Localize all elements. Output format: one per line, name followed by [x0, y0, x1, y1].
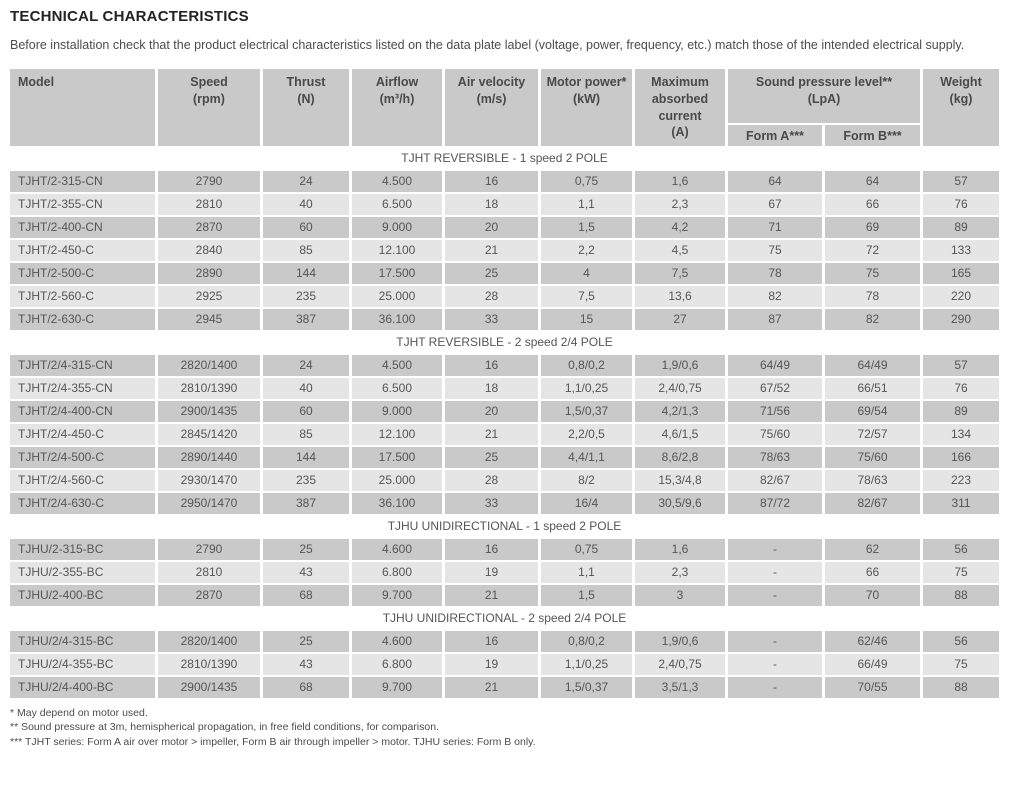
value-cell: 64/49	[825, 355, 920, 376]
value-cell: 2,2	[541, 240, 632, 261]
value-cell: 78/63	[825, 470, 920, 491]
value-cell: -	[728, 539, 822, 560]
footnotes	[10, 706, 1002, 750]
page-title: TECHNICAL CHARACTERISTICS	[10, 8, 249, 25]
column-header-model: Model	[10, 69, 155, 146]
model-cell: TJHT/2/4-355-CN	[10, 378, 155, 399]
value-cell: 88	[923, 585, 999, 606]
value-cell: 25	[445, 263, 538, 284]
value-cell: 4,2/1,3	[635, 401, 725, 422]
value-cell: 25	[445, 447, 538, 468]
value-cell: 235	[263, 470, 349, 491]
column-header-airflow: Airflow (m³/h)	[352, 69, 442, 146]
value-cell: 87/72	[728, 493, 822, 514]
table-row	[10, 493, 999, 514]
value-cell: 2810/1390	[158, 378, 260, 399]
column-header-air-velocity: Air velocity (m/s)	[445, 69, 538, 146]
value-cell: 311	[923, 493, 999, 514]
value-cell: 60	[263, 217, 349, 238]
value-cell: 16	[445, 539, 538, 560]
model-cell: TJHT/2-355-CN	[10, 194, 155, 215]
value-cell: 82/67	[728, 470, 822, 491]
section-title: TJHT REVERSIBLE - 2 speed 2/4 POLE	[10, 332, 999, 353]
value-cell: 4.600	[352, 631, 442, 652]
value-cell: 0,75	[541, 171, 632, 192]
table-row	[10, 562, 999, 583]
value-cell: 71/56	[728, 401, 822, 422]
value-cell: 2810/1390	[158, 654, 260, 675]
table-row	[10, 240, 999, 261]
value-cell: 60	[263, 401, 349, 422]
model-cell: TJHT/2/4-315-CN	[10, 355, 155, 376]
value-cell: 66	[825, 562, 920, 583]
value-cell: 2900/1435	[158, 677, 260, 698]
value-cell: 76	[923, 194, 999, 215]
value-cell: 4,4/1,1	[541, 447, 632, 468]
value-cell: 4	[541, 263, 632, 284]
value-cell: 2840	[158, 240, 260, 261]
value-cell: 1,9/0,6	[635, 631, 725, 652]
value-cell: 75/60	[728, 424, 822, 445]
value-cell: 87	[728, 309, 822, 330]
value-cell: 43	[263, 654, 349, 675]
table-row	[10, 470, 999, 491]
section-title-row	[10, 332, 999, 353]
value-cell: 2810	[158, 194, 260, 215]
value-cell: 17.500	[352, 263, 442, 284]
value-cell: 16	[445, 631, 538, 652]
value-cell: 71	[728, 217, 822, 238]
value-cell: 64	[825, 171, 920, 192]
value-cell: 25	[263, 539, 349, 560]
value-cell: 36.100	[352, 309, 442, 330]
section-title-row	[10, 516, 999, 537]
value-cell: 72/57	[825, 424, 920, 445]
value-cell: 18	[445, 194, 538, 215]
technical-characteristics-table	[7, 67, 1002, 700]
table-row	[10, 194, 999, 215]
value-cell: 166	[923, 447, 999, 468]
value-cell: 0,75	[541, 539, 632, 560]
value-cell: 1,5	[541, 585, 632, 606]
footnote-motor: * May depend on motor used.	[10, 706, 148, 719]
value-cell: 78	[825, 286, 920, 307]
value-cell: 2890/1440	[158, 447, 260, 468]
model-cell: TJHT/2-630-C	[10, 309, 155, 330]
value-cell: 64	[728, 171, 822, 192]
value-cell: 1,6	[635, 539, 725, 560]
model-cell: TJHT/2-500-C	[10, 263, 155, 284]
value-cell: 89	[923, 217, 999, 238]
value-cell: 33	[445, 309, 538, 330]
value-cell: 4,5	[635, 240, 725, 261]
value-cell: -	[728, 677, 822, 698]
value-cell: 21	[445, 424, 538, 445]
value-cell: 223	[923, 470, 999, 491]
table-row	[10, 263, 999, 284]
column-header-motor-power: Motor power* (kW)	[541, 69, 632, 146]
footnote-form: *** TJHT series: Form A air over motor > impeller, Form B air through impeller > motor. TJHU series: Form B only.	[10, 736, 536, 749]
value-cell: 72	[825, 240, 920, 261]
value-cell: 57	[923, 171, 999, 192]
value-cell: 82	[728, 286, 822, 307]
value-cell: 2820/1400	[158, 631, 260, 652]
value-cell: 2,4/0,75	[635, 378, 725, 399]
value-cell: 387	[263, 309, 349, 330]
value-cell: 18	[445, 378, 538, 399]
value-cell: 12.100	[352, 240, 442, 261]
value-cell: 1,5/0,37	[541, 401, 632, 422]
section-title-row	[10, 148, 999, 169]
value-cell: 2925	[158, 286, 260, 307]
section-title-row	[10, 608, 999, 629]
value-cell: 15,3/4,8	[635, 470, 725, 491]
value-cell: 57	[923, 355, 999, 376]
value-cell: 4.600	[352, 539, 442, 560]
table-row	[10, 654, 999, 675]
value-cell: 1,1/0,25	[541, 654, 632, 675]
value-cell: 7,5	[541, 286, 632, 307]
column-header-weight: Weight (kg)	[923, 69, 999, 146]
value-cell: 24	[263, 171, 349, 192]
value-cell: 70/55	[825, 677, 920, 698]
value-cell: 3,5/1,3	[635, 677, 725, 698]
value-cell: 1,9/0,6	[635, 355, 725, 376]
table-row	[10, 355, 999, 376]
value-cell: 4.500	[352, 171, 442, 192]
value-cell: 8,6/2,8	[635, 447, 725, 468]
section-title: TJHU UNIDIRECTIONAL - 2 speed 2/4 POLE	[10, 608, 999, 629]
value-cell: 4.500	[352, 355, 442, 376]
column-header-max-current: Maximum absorbed current (A)	[635, 69, 725, 146]
value-cell: 9.700	[352, 677, 442, 698]
value-cell: 68	[263, 677, 349, 698]
section-title: TJHT REVERSIBLE - 1 speed 2 POLE	[10, 148, 999, 169]
value-cell: 1,1	[541, 194, 632, 215]
value-cell: 0,8/0,2	[541, 355, 632, 376]
value-cell: 56	[923, 539, 999, 560]
intro-text: Before installation check that the product electrical characteristics listed on the data plate label (voltage, power, frequency, etc.) match those of the intended electrical supply.	[10, 38, 965, 52]
column-header-thrust: Thrust (N)	[263, 69, 349, 146]
value-cell: 36.100	[352, 493, 442, 514]
value-cell: 82/67	[825, 493, 920, 514]
footnote-sound-pressure: ** Sound pressure at 3m, hemispherical propagation, in free field conditions, for comparison.	[10, 721, 439, 734]
value-cell: 2,2/0,5	[541, 424, 632, 445]
model-cell: TJHT/2-560-C	[10, 286, 155, 307]
value-cell: 85	[263, 424, 349, 445]
table-row	[10, 286, 999, 307]
value-cell: 20	[445, 217, 538, 238]
value-cell: 144	[263, 263, 349, 284]
column-header-form-b: Form B***	[825, 125, 920, 146]
value-cell: 21	[445, 585, 538, 606]
value-cell: 64/49	[728, 355, 822, 376]
value-cell: 144	[263, 447, 349, 468]
table-header	[10, 69, 999, 146]
column-header-speed: Speed (rpm)	[158, 69, 260, 146]
model-cell: TJHT/2/4-630-C	[10, 493, 155, 514]
value-cell: 76	[923, 378, 999, 399]
value-cell: 88	[923, 677, 999, 698]
value-cell: 69	[825, 217, 920, 238]
table-row	[10, 631, 999, 652]
value-cell: 6.500	[352, 194, 442, 215]
value-cell: 220	[923, 286, 999, 307]
value-cell: 2790	[158, 171, 260, 192]
model-cell: TJHT/2-400-CN	[10, 217, 155, 238]
value-cell: 66	[825, 194, 920, 215]
value-cell: 62/46	[825, 631, 920, 652]
value-cell: 2930/1470	[158, 470, 260, 491]
value-cell: 6.800	[352, 654, 442, 675]
value-cell: 4,2	[635, 217, 725, 238]
value-cell: 1,1	[541, 562, 632, 583]
value-cell: 7,5	[635, 263, 725, 284]
value-cell: 15	[541, 309, 632, 330]
model-cell: TJHU/2/4-355-BC	[10, 654, 155, 675]
table-row	[10, 171, 999, 192]
value-cell: 66/51	[825, 378, 920, 399]
model-cell: TJHT/2-450-C	[10, 240, 155, 261]
value-cell: 2790	[158, 539, 260, 560]
model-cell: TJHT/2-315-CN	[10, 171, 155, 192]
model-cell: TJHT/2/4-400-CN	[10, 401, 155, 422]
value-cell: 43	[263, 562, 349, 583]
value-cell: 33	[445, 493, 538, 514]
value-cell: 387	[263, 493, 349, 514]
value-cell: 13,6	[635, 286, 725, 307]
value-cell: 27	[635, 309, 725, 330]
value-cell: 17.500	[352, 447, 442, 468]
value-cell: 2870	[158, 585, 260, 606]
value-cell: 2870	[158, 217, 260, 238]
value-cell: 16/4	[541, 493, 632, 514]
column-header-sound-pressure: Sound pressure level** (LpA)	[728, 69, 920, 123]
value-cell: 85	[263, 240, 349, 261]
value-cell: 2890	[158, 263, 260, 284]
value-cell: 2810	[158, 562, 260, 583]
value-cell: 12.100	[352, 424, 442, 445]
value-cell: 66/49	[825, 654, 920, 675]
value-cell: 56	[923, 631, 999, 652]
value-cell: 6.500	[352, 378, 442, 399]
table-row	[10, 447, 999, 468]
table-row	[10, 378, 999, 399]
value-cell: 2900/1435	[158, 401, 260, 422]
value-cell: 67	[728, 194, 822, 215]
value-cell: 75	[825, 263, 920, 284]
value-cell: 9.000	[352, 217, 442, 238]
table-row	[10, 539, 999, 560]
value-cell: 1,1/0,25	[541, 378, 632, 399]
value-cell: 9.000	[352, 401, 442, 422]
model-cell: TJHT/2/4-450-C	[10, 424, 155, 445]
column-header-form-a: Form A***	[728, 125, 822, 146]
value-cell: 2,3	[635, 562, 725, 583]
table-row	[10, 585, 999, 606]
value-cell: 235	[263, 286, 349, 307]
value-cell: 1,6	[635, 171, 725, 192]
value-cell: 25	[263, 631, 349, 652]
section-title: TJHU UNIDIRECTIONAL - 1 speed 2 POLE	[10, 516, 999, 537]
model-cell: TJHU/2-355-BC	[10, 562, 155, 583]
value-cell: 16	[445, 355, 538, 376]
value-cell: 165	[923, 263, 999, 284]
table-row	[10, 309, 999, 330]
value-cell: 69/54	[825, 401, 920, 422]
value-cell: 89	[923, 401, 999, 422]
value-cell: 1,5/0,37	[541, 677, 632, 698]
model-cell: TJHT/2/4-500-C	[10, 447, 155, 468]
value-cell: 75	[728, 240, 822, 261]
table-row	[10, 217, 999, 238]
value-cell: 9.700	[352, 585, 442, 606]
value-cell: -	[728, 585, 822, 606]
table-body	[10, 148, 999, 698]
value-cell: 25.000	[352, 286, 442, 307]
value-cell: 3	[635, 585, 725, 606]
value-cell: 62	[825, 539, 920, 560]
value-cell: 6.800	[352, 562, 442, 583]
value-cell: 40	[263, 378, 349, 399]
value-cell: 2820/1400	[158, 355, 260, 376]
value-cell: 75/60	[825, 447, 920, 468]
value-cell: 21	[445, 240, 538, 261]
table-row	[10, 401, 999, 422]
value-cell: 133	[923, 240, 999, 261]
value-cell: 19	[445, 562, 538, 583]
value-cell: 0,8/0,2	[541, 631, 632, 652]
value-cell: 2,3	[635, 194, 725, 215]
table-row	[10, 424, 999, 445]
value-cell: 2,4/0,75	[635, 654, 725, 675]
value-cell: 75	[923, 654, 999, 675]
value-cell: 19	[445, 654, 538, 675]
value-cell: 70	[825, 585, 920, 606]
value-cell: 8/2	[541, 470, 632, 491]
value-cell: 78/63	[728, 447, 822, 468]
value-cell: -	[728, 654, 822, 675]
value-cell: 2845/1420	[158, 424, 260, 445]
model-cell: TJHU/2-315-BC	[10, 539, 155, 560]
value-cell: 16	[445, 171, 538, 192]
value-cell: 1,5	[541, 217, 632, 238]
value-cell: 2945	[158, 309, 260, 330]
value-cell: 24	[263, 355, 349, 376]
value-cell: 25.000	[352, 470, 442, 491]
table-row	[10, 677, 999, 698]
value-cell: 21	[445, 677, 538, 698]
model-cell: TJHU/2-400-BC	[10, 585, 155, 606]
value-cell: 134	[923, 424, 999, 445]
model-cell: TJHU/2/4-400-BC	[10, 677, 155, 698]
value-cell: 28	[445, 470, 538, 491]
value-cell: -	[728, 631, 822, 652]
value-cell: 30,5/9,6	[635, 493, 725, 514]
value-cell: 20	[445, 401, 538, 422]
model-cell: TJHU/2/4-315-BC	[10, 631, 155, 652]
value-cell: 2950/1470	[158, 493, 260, 514]
value-cell: 40	[263, 194, 349, 215]
value-cell: 67/52	[728, 378, 822, 399]
value-cell: 75	[923, 562, 999, 583]
value-cell: -	[728, 562, 822, 583]
value-cell: 28	[445, 286, 538, 307]
value-cell: 68	[263, 585, 349, 606]
value-cell: 82	[825, 309, 920, 330]
model-cell: TJHT/2/4-560-C	[10, 470, 155, 491]
value-cell: 4,6/1,5	[635, 424, 725, 445]
value-cell: 78	[728, 263, 822, 284]
value-cell: 290	[923, 309, 999, 330]
